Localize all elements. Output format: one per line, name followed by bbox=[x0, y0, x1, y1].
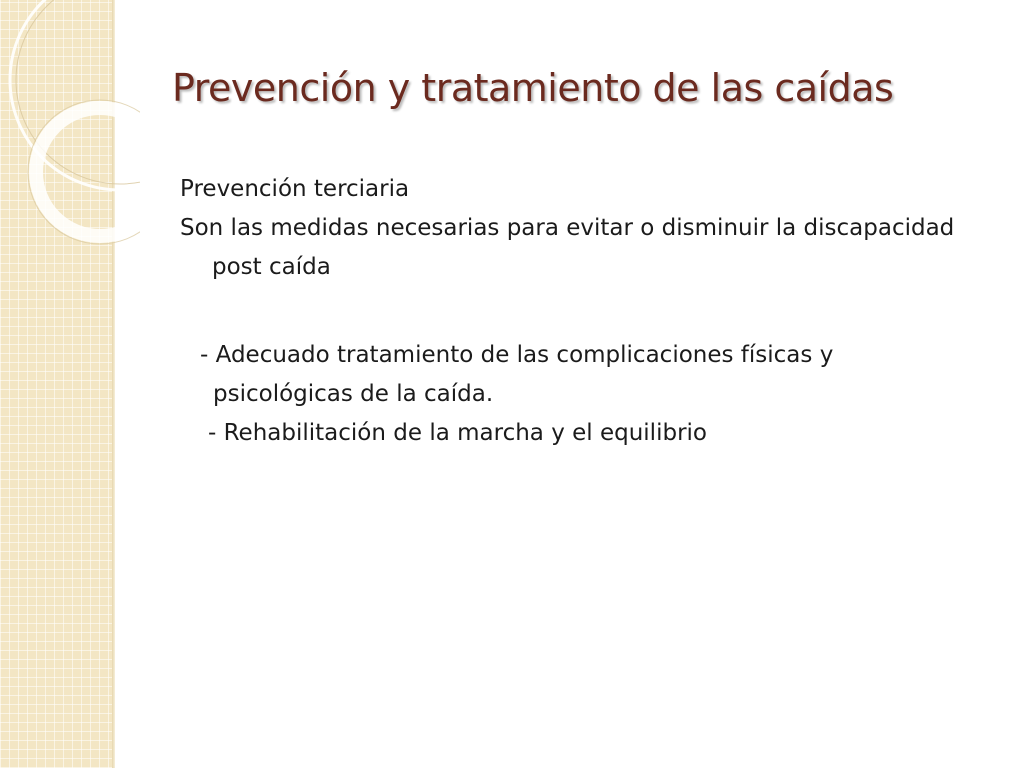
decorative-circles bbox=[0, 0, 140, 260]
bullet-complications: - Adecuado tratamiento de las complicaciones físicas y psicológicas de la caída. bbox=[200, 342, 834, 407]
definition-text: Son las medidas necesarias para evitar o disminuir la discapacidad post caída bbox=[180, 215, 955, 280]
spacer bbox=[180, 287, 980, 336]
section-heading: Prevención terciaria bbox=[180, 176, 410, 202]
slide-title: Prevención y tratamiento de las caídas bbox=[172, 66, 894, 110]
bullet-rehabilitation: - Rehabilitación de la marcha y el equilibrio bbox=[208, 420, 707, 446]
slide-body bbox=[180, 170, 980, 453]
